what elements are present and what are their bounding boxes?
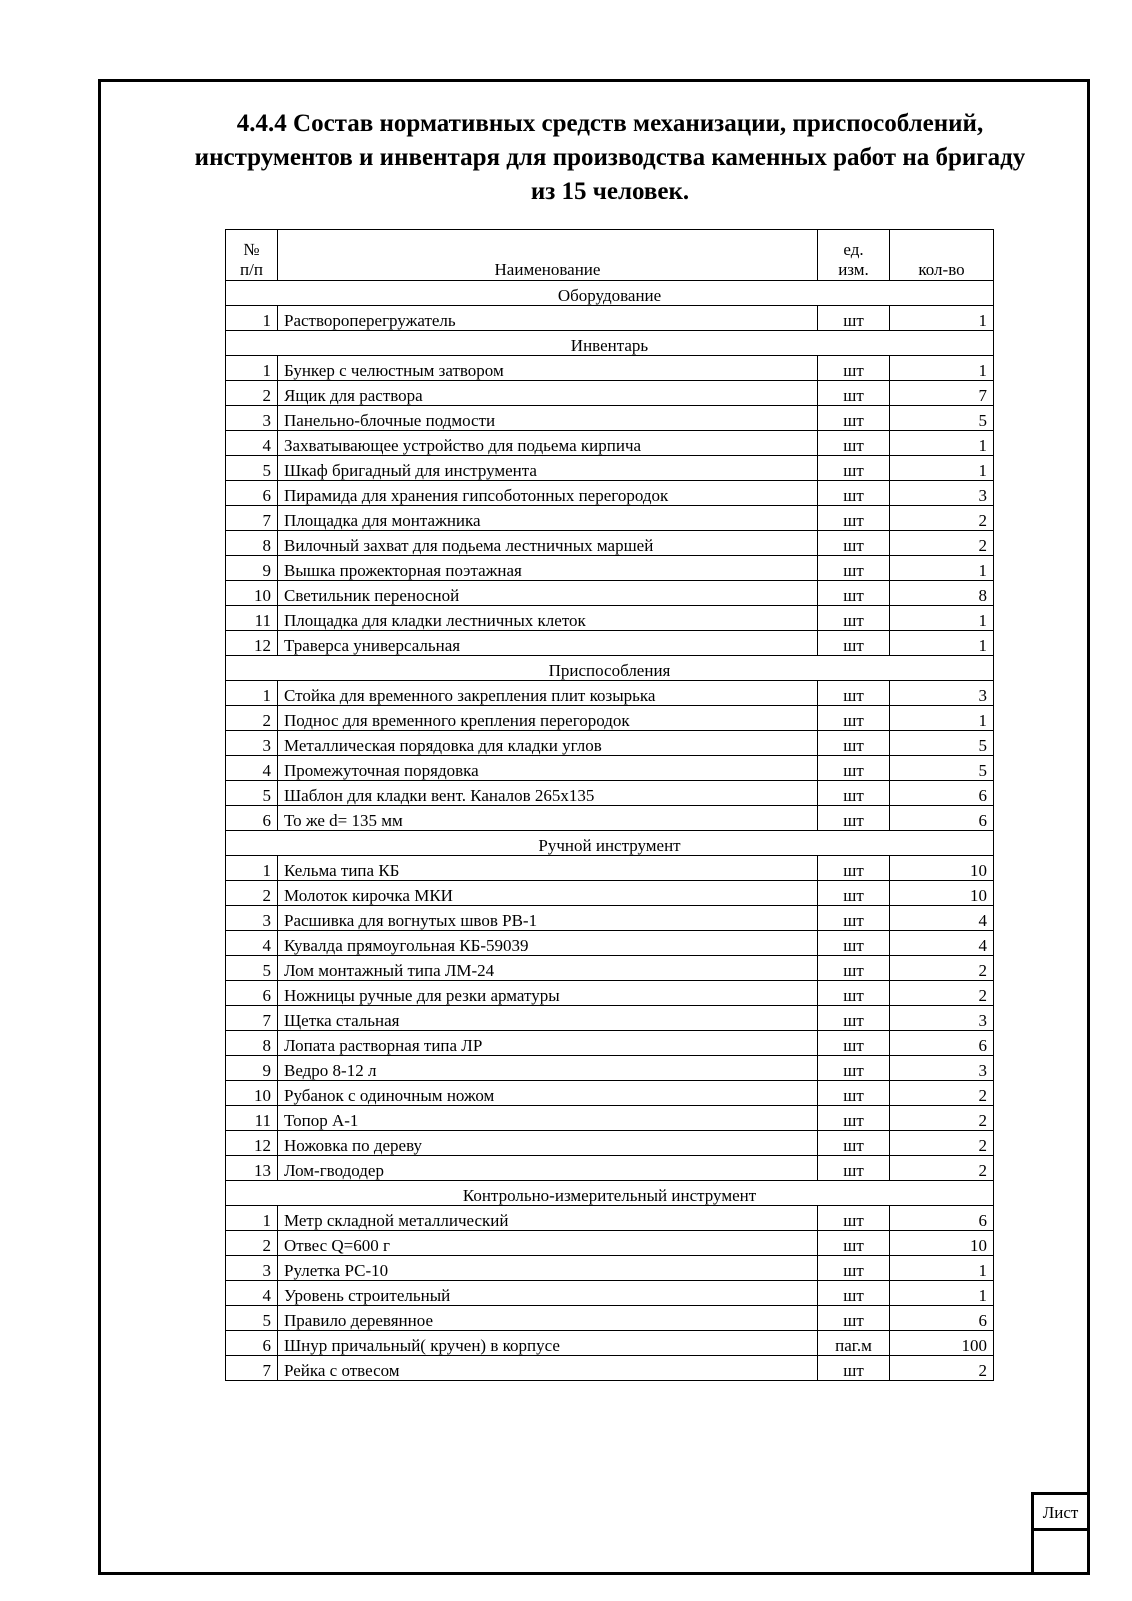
table-row — [226, 756, 994, 781]
section-row — [226, 1181, 994, 1206]
row-number: 12 — [226, 1131, 278, 1156]
sheet-stamp — [1031, 1492, 1087, 1575]
table-row — [226, 1081, 994, 1106]
item-name: Стойка для временного закрепления плит козырька — [278, 681, 818, 706]
section-row — [226, 331, 994, 356]
item-unit: шт — [818, 531, 890, 556]
row-number: 7 — [226, 1006, 278, 1031]
row-number: 2 — [226, 706, 278, 731]
title-line: инструментов и инвентаря для производства каменных работ на бригаду — [194, 144, 1026, 171]
table-row — [226, 531, 994, 556]
item-name: Вышка прожекторная поэтажная — [278, 556, 818, 581]
item-quantity: 6 — [890, 806, 994, 831]
table-row — [226, 631, 994, 656]
item-quantity: 3 — [890, 481, 994, 506]
item-unit: шт — [818, 581, 890, 606]
item-name: Рулетка РС-10 — [278, 1256, 818, 1281]
item-quantity: 100 — [890, 1331, 994, 1356]
row-number: 4 — [226, 431, 278, 456]
table-row — [226, 506, 994, 531]
table-row — [226, 881, 994, 906]
table-row — [226, 856, 994, 881]
item-quantity: 5 — [890, 406, 994, 431]
item-name: Лопата растворная типа ЛР — [278, 1031, 818, 1056]
row-number: 1 — [226, 856, 278, 881]
table-row — [226, 581, 994, 606]
table-row — [226, 1206, 994, 1231]
item-quantity: 1 — [890, 706, 994, 731]
item-unit: шт — [818, 1281, 890, 1306]
row-number: 6 — [226, 981, 278, 1006]
table-row — [226, 1131, 994, 1156]
item-quantity: 4 — [890, 906, 994, 931]
item-name: Площадка для монтажника — [278, 506, 818, 531]
item-name: Ящик для раствора — [278, 381, 818, 406]
item-unit: шт — [818, 1256, 890, 1281]
item-unit: шт — [818, 556, 890, 581]
item-name: Кельма типа КБ — [278, 856, 818, 881]
item-quantity: 1 — [890, 431, 994, 456]
item-quantity: 6 — [890, 1031, 994, 1056]
table-row — [226, 981, 994, 1006]
table-header-row — [226, 230, 994, 281]
row-number: 2 — [226, 1231, 278, 1256]
row-number: 3 — [226, 406, 278, 431]
item-name: Панельно-блочные подмости — [278, 406, 818, 431]
section-title: Оборудование — [226, 281, 994, 306]
row-number: 7 — [226, 506, 278, 531]
item-name: Лом монтажный типа ЛМ-24 — [278, 956, 818, 981]
table-row — [226, 456, 994, 481]
item-quantity: 1 — [890, 606, 994, 631]
item-name: Траверса универсальная — [278, 631, 818, 656]
item-quantity: 3 — [890, 681, 994, 706]
row-number: 9 — [226, 556, 278, 581]
item-name: Поднос для временного крепления перегородок — [278, 706, 818, 731]
row-number: 5 — [226, 456, 278, 481]
table-row — [226, 481, 994, 506]
item-quantity: 5 — [890, 756, 994, 781]
table-row — [226, 956, 994, 981]
item-unit: шт — [818, 781, 890, 806]
title-line: из 15 человек. — [530, 178, 690, 205]
table-row — [226, 606, 994, 631]
item-quantity: 10 — [890, 881, 994, 906]
table-row — [226, 1231, 994, 1256]
item-unit: шт — [818, 756, 890, 781]
sheet-label: Лист — [1034, 1495, 1087, 1531]
row-number: 11 — [226, 1106, 278, 1131]
header-unit-line2: изм. — [838, 260, 869, 279]
row-number: 1 — [226, 306, 278, 331]
row-number: 5 — [226, 1306, 278, 1331]
item-unit: шт — [818, 681, 890, 706]
item-name: Вилочный захват для подьема лестничных маршей — [278, 531, 818, 556]
item-unit: шт — [818, 1131, 890, 1156]
item-unit: шт — [818, 906, 890, 931]
item-name: Ведро 8-12 л — [278, 1056, 818, 1081]
item-quantity: 2 — [890, 1156, 994, 1181]
item-unit: шт — [818, 931, 890, 956]
item-unit: шт — [818, 1056, 890, 1081]
item-name: Правило деревянное — [278, 1306, 818, 1331]
item-quantity: 2 — [890, 981, 994, 1006]
item-name: Щетка стальная — [278, 1006, 818, 1031]
row-number: 3 — [226, 731, 278, 756]
row-number: 5 — [226, 956, 278, 981]
row-number: 6 — [226, 1331, 278, 1356]
table-body — [226, 281, 994, 1381]
table-row — [226, 806, 994, 831]
header-num-line1: № — [243, 240, 260, 259]
item-quantity: 10 — [890, 856, 994, 881]
item-quantity: 2 — [890, 956, 994, 981]
item-unit: шт — [818, 506, 890, 531]
item-name: Рейка с отвесом — [278, 1356, 818, 1381]
row-number: 10 — [226, 1081, 278, 1106]
table-row — [226, 431, 994, 456]
item-name: Светильник переносной — [278, 581, 818, 606]
item-name: Ножницы ручные для резки арматуры — [278, 981, 818, 1006]
item-quantity: 7 — [890, 381, 994, 406]
item-unit: шт — [818, 956, 890, 981]
header-unit-line1: ед. — [843, 240, 864, 259]
item-name: Растворoперегружатель — [278, 306, 818, 331]
item-unit: шт — [818, 856, 890, 881]
row-number: 2 — [226, 381, 278, 406]
table-row — [226, 556, 994, 581]
table-row — [226, 706, 994, 731]
row-number: 1 — [226, 356, 278, 381]
item-unit: шт — [818, 356, 890, 381]
item-quantity: 2 — [890, 1131, 994, 1156]
section-title: Контрольно-измерительный инструмент — [226, 1181, 994, 1206]
item-quantity: 2 — [890, 1106, 994, 1131]
item-quantity: 2 — [890, 1081, 994, 1106]
item-unit: шт — [818, 631, 890, 656]
table-row — [226, 1156, 994, 1181]
item-quantity: 10 — [890, 1231, 994, 1256]
item-quantity: 2 — [890, 1356, 994, 1381]
row-number: 4 — [226, 1281, 278, 1306]
table-row — [226, 406, 994, 431]
item-name: Шаблон для кладки вент. Каналов 265х135 — [278, 781, 818, 806]
item-name: Уровень строительный — [278, 1281, 818, 1306]
row-number: 5 — [226, 781, 278, 806]
item-name: Площадка для кладки лестничных клеток — [278, 606, 818, 631]
item-quantity: 1 — [890, 456, 994, 481]
table-row — [226, 356, 994, 381]
item-name: Отвес Q=600 г — [278, 1231, 818, 1256]
row-number: 12 — [226, 631, 278, 656]
table-row — [226, 931, 994, 956]
item-quantity: 6 — [890, 781, 994, 806]
item-name: Лом-гвододер — [278, 1156, 818, 1181]
item-name: Топор А-1 — [278, 1106, 818, 1131]
item-unit: шт — [818, 1156, 890, 1181]
section-title: Ручной инструмент — [226, 831, 994, 856]
item-unit: шт — [818, 431, 890, 456]
table-row — [226, 906, 994, 931]
header-qty: кол-во — [890, 230, 994, 281]
row-number: 9 — [226, 1056, 278, 1081]
table-row — [226, 781, 994, 806]
item-name: Металлическая порядовка для кладки углов — [278, 731, 818, 756]
section-row — [226, 656, 994, 681]
item-quantity: 5 — [890, 731, 994, 756]
row-number: 3 — [226, 1256, 278, 1281]
table-row — [226, 681, 994, 706]
table-row — [226, 1106, 994, 1131]
row-number: 7 — [226, 1356, 278, 1381]
item-quantity: 3 — [890, 1006, 994, 1031]
item-name: Кувалда прямоугольная КБ-59039 — [278, 931, 818, 956]
item-name: Шкаф бригадный для инструмента — [278, 456, 818, 481]
row-number: 10 — [226, 581, 278, 606]
header-name: Наименование — [278, 230, 818, 281]
item-name: Рубанок с одиночным ножом — [278, 1081, 818, 1106]
table-row — [226, 1356, 994, 1381]
item-unit: шт — [818, 1356, 890, 1381]
row-number: 3 — [226, 906, 278, 931]
document-title — [160, 107, 1060, 209]
section-row — [226, 281, 994, 306]
item-unit: шт — [818, 881, 890, 906]
item-quantity: 1 — [890, 306, 994, 331]
item-unit: шт — [818, 456, 890, 481]
item-unit: шт — [818, 406, 890, 431]
item-unit: шт — [818, 806, 890, 831]
item-name: То же d= 135 мм — [278, 806, 818, 831]
item-name: Промежуточная порядовка — [278, 756, 818, 781]
row-number: 8 — [226, 531, 278, 556]
table-row — [226, 1306, 994, 1331]
item-quantity: 1 — [890, 631, 994, 656]
item-unit: шт — [818, 381, 890, 406]
item-name: Захватывающее устройство для подьема кирпича — [278, 431, 818, 456]
item-name: Бункер с челюстным затвором — [278, 356, 818, 381]
item-quantity: 6 — [890, 1206, 994, 1231]
item-unit: шт — [818, 1031, 890, 1056]
row-number: 4 — [226, 931, 278, 956]
header-unit — [818, 230, 890, 281]
row-number: 1 — [226, 681, 278, 706]
item-name: Расшивка для вогнутых швов РВ-1 — [278, 906, 818, 931]
item-unit: шт — [818, 1306, 890, 1331]
item-unit: шт — [818, 706, 890, 731]
sheet-number — [1034, 1531, 1087, 1575]
table-row — [226, 1331, 994, 1356]
item-quantity: 1 — [890, 1281, 994, 1306]
table-row — [226, 1006, 994, 1031]
table-row — [226, 1281, 994, 1306]
item-quantity: 2 — [890, 531, 994, 556]
item-name: Молоток кирочка МКИ — [278, 881, 818, 906]
section-title: Приспособления — [226, 656, 994, 681]
item-unit: шт — [818, 1106, 890, 1131]
row-number: 8 — [226, 1031, 278, 1056]
item-name: Шнур причальный( кручен) в корпусе — [278, 1331, 818, 1356]
item-name: Пирамида для хранения гипсоботонных перегородок — [278, 481, 818, 506]
row-number: 6 — [226, 806, 278, 831]
section-row — [226, 831, 994, 856]
item-unit: шт — [818, 731, 890, 756]
row-number: 2 — [226, 881, 278, 906]
item-unit: паг.м — [818, 1331, 890, 1356]
item-unit: шт — [818, 1206, 890, 1231]
row-number: 13 — [226, 1156, 278, 1181]
item-name: Метр складной металлический — [278, 1206, 818, 1231]
row-number: 1 — [226, 1206, 278, 1231]
table-row — [226, 306, 994, 331]
item-unit: шт — [818, 1006, 890, 1031]
table-row — [226, 1056, 994, 1081]
table-row — [226, 731, 994, 756]
item-unit: шт — [818, 606, 890, 631]
item-quantity: 1 — [890, 1256, 994, 1281]
item-unit: шт — [818, 306, 890, 331]
row-number: 4 — [226, 756, 278, 781]
item-quantity: 1 — [890, 356, 994, 381]
item-quantity: 2 — [890, 506, 994, 531]
header-num-line2: п/п — [240, 260, 263, 279]
header-num — [226, 230, 278, 281]
item-quantity: 4 — [890, 931, 994, 956]
equipment-table — [225, 229, 994, 1381]
item-quantity: 3 — [890, 1056, 994, 1081]
item-unit: шт — [818, 481, 890, 506]
item-name: Ножовка по дереву — [278, 1131, 818, 1156]
item-unit: шт — [818, 1231, 890, 1256]
row-number: 11 — [226, 606, 278, 631]
title-line: 4.4.4 Состав нормативных средств механизации, приспособлений, — [236, 110, 984, 137]
item-quantity: 6 — [890, 1306, 994, 1331]
item-unit: шт — [818, 1081, 890, 1106]
table-row — [226, 1256, 994, 1281]
table-row — [226, 381, 994, 406]
table-row — [226, 1031, 994, 1056]
item-quantity: 1 — [890, 556, 994, 581]
section-title: Инвентарь — [226, 331, 994, 356]
row-number: 6 — [226, 481, 278, 506]
item-quantity: 8 — [890, 581, 994, 606]
item-unit: шт — [818, 981, 890, 1006]
